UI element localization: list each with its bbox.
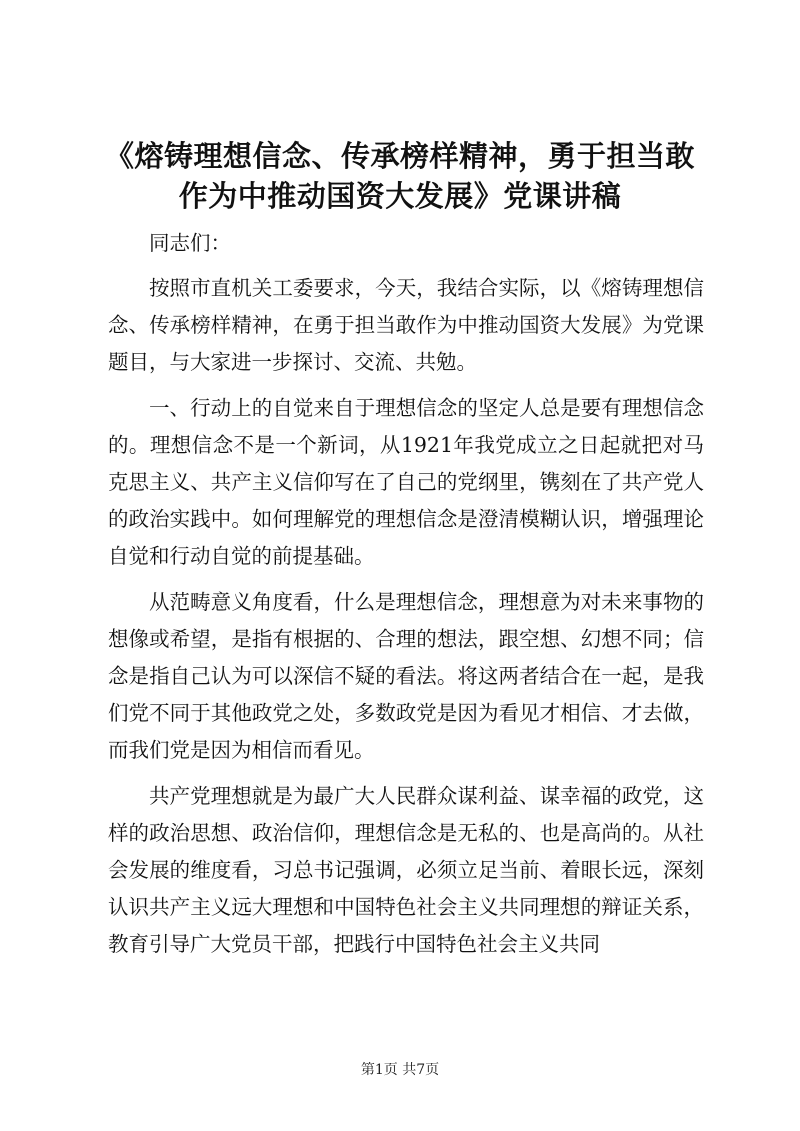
- ideal-paragraph: 共产党理想就是为最广大人民群众谋利益、谋幸福的政党，这样的政治思想、政治信仰，理想信念是无私的、也是高尚的。从社会发展的维度看，习总书记强调，必须立足当前、着眼长远，深刻认识共产主义远大理想和中国特色社会主义共同理想的辩证关系，教育引导广大党员干部，把践行中国特色社会主义共同: [108, 784, 704, 956]
- title-line-2: 作为中推动国资大发展》党课讲稿: [178, 179, 622, 213]
- intro-paragraph: 按照市直机关工委要求，今天，我结合实际，以《熔铸理想信念、传承榜样精神，在勇于担当敢作为中推动国资大发展》为党课题目，与大家进一步探讨、交流、共勉。: [108, 276, 704, 374]
- title-line-1: 《熔铸理想信念、传承榜样精神，勇于担当敢: [104, 139, 695, 173]
- document-title: [90, 136, 710, 216]
- section-one-paragraph: 一、行动上的自觉来自于理想信念的坚定人总是要有理想信念的。理想信念不是一个新词，从1921年我党成立之日起就把对马克思主义、共产主义信仰写在了自己的党纲里，镌刻在了共产党人的政治实践中。如何理解党的理想信念是澄清模糊认识，增强理论自觉和行动自觉的前提基础。: [108, 396, 704, 568]
- definition-paragraph: 从范畴意义角度看，什么是理想信念，理想意为对未来事物的想像或希望，是指有根据的、合理的想法，跟空想、幻想不同；信念是指自己认为可以深信不疑的看法。将这两者结合在一起，是我们党不同于其他政党之处，多数政党是因为看见才相信、才去做，而我们党是因为相信而看见。: [108, 590, 704, 762]
- page-footer: 第1页 共7页: [360, 1062, 440, 1078]
- greeting-paragraph: 同志们：: [149, 231, 231, 255]
- document-body: [108, 225, 704, 972]
